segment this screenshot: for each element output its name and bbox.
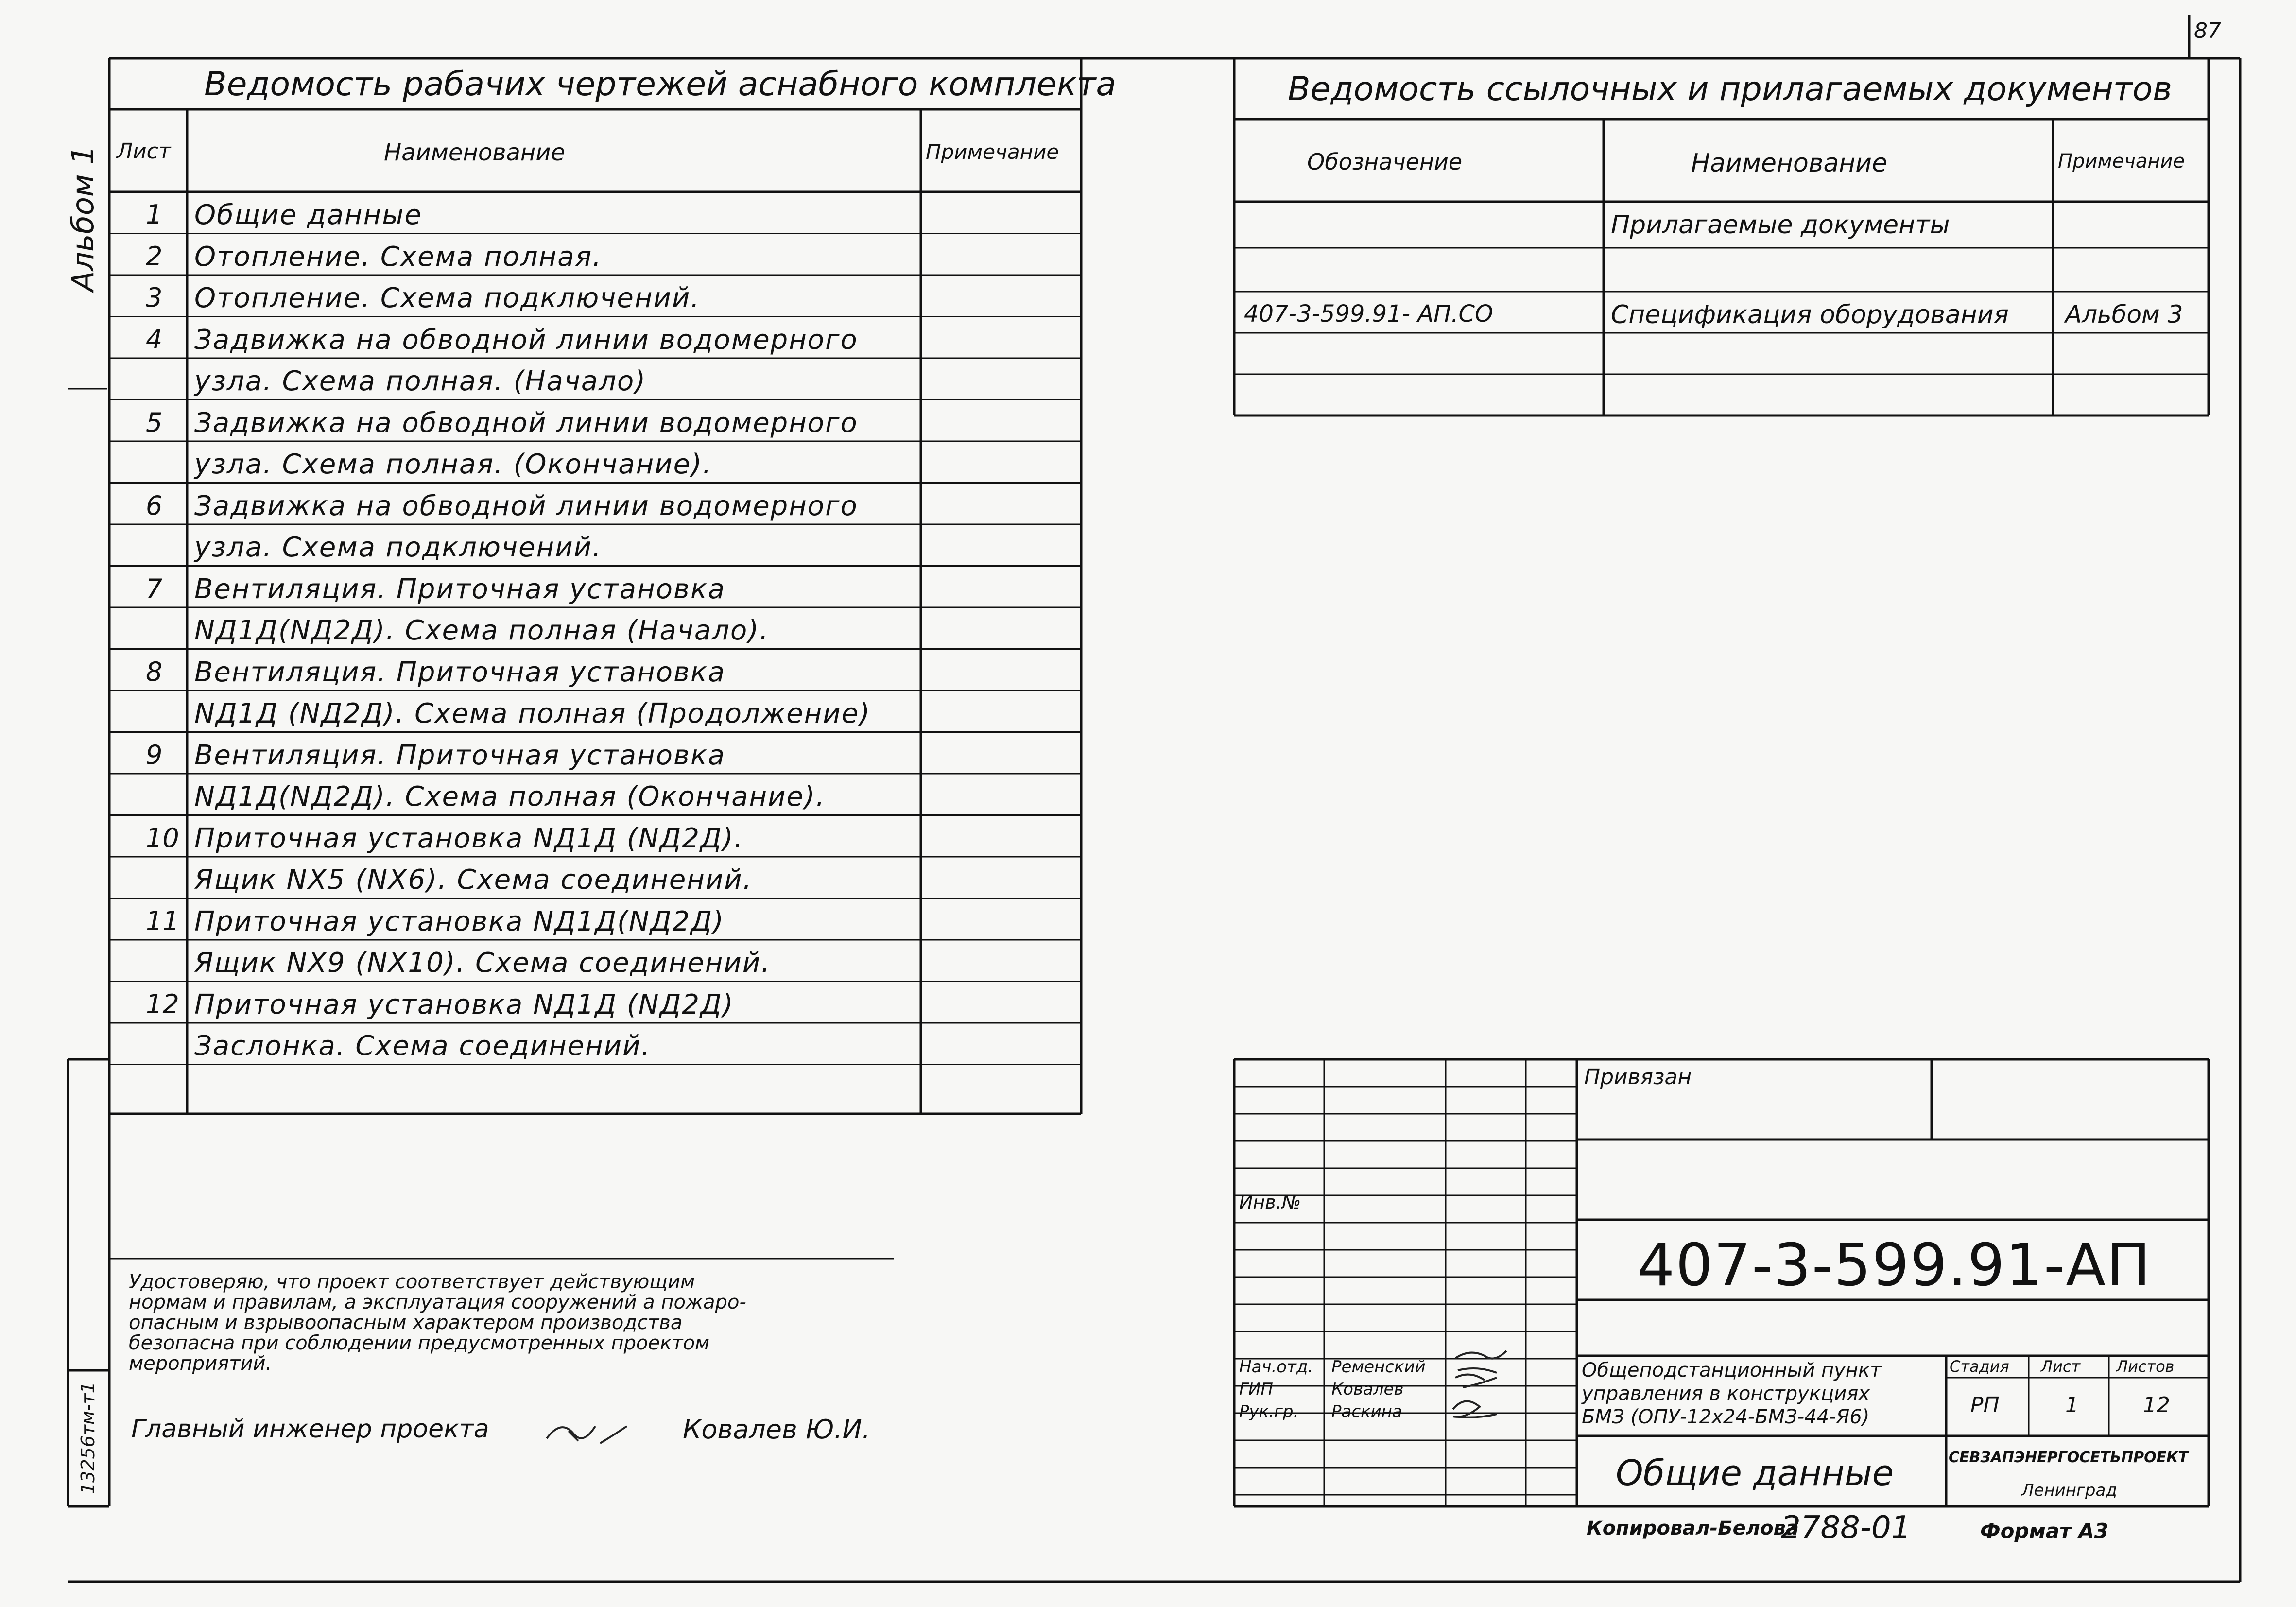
certification-line: Удостоверяю, что проект соответствует действующим [129, 1271, 695, 1293]
signatory-role: Нач.отд. [1239, 1357, 1313, 1377]
sheet-number: 8 [146, 656, 163, 687]
project-name-line: Общеподстанционный пункт [1582, 1359, 1882, 1382]
sheet-name: Отопление. Схема подключений. [194, 282, 701, 314]
left-header-note: Примечание [926, 140, 1059, 164]
certification-line: безопасна при соблюдении предусмотренных проектом [129, 1332, 710, 1354]
ref-doc-name: Прилагаемые документы [1611, 210, 1950, 240]
inv-no-label: Инв.№ [1239, 1192, 1301, 1213]
stamp-code: 13256тм-т1 [77, 1382, 99, 1494]
sheet-name: узла. Схема полная. (Окончание). [194, 449, 712, 480]
copied-by: Копировал-Белова [1587, 1517, 1799, 1539]
sheet-number: 5 [146, 407, 163, 438]
sheet-number: 6 [146, 490, 163, 521]
signatory-role: Рук.гр. [1239, 1402, 1299, 1421]
right-header-name: Наименование [1691, 149, 1888, 178]
project-name-line: БМЗ (ОПУ-12х24-БМЗ-44-Я6) [1582, 1406, 1870, 1428]
ref-doc-note: Альбом 3 [2065, 300, 2183, 328]
sheet-number: 1 [146, 199, 163, 230]
certification-line: мероприятий. [129, 1352, 272, 1375]
right-header-note: Примечание [2058, 150, 2185, 173]
sheets-value: 12 [2143, 1393, 2170, 1417]
sheet-name: Приточная установка NД1Д(NД2Д) [194, 905, 725, 937]
album-label: Альбом 1 [65, 145, 101, 292]
privyazan-label: Привязан [1584, 1065, 1692, 1089]
signer-name: Ковалев Ю.И. [683, 1414, 871, 1445]
certification-line: нормам и правилам, а эксплуатация сооружений a пожаро- [129, 1291, 746, 1313]
signatory-role: ГИП [1239, 1380, 1273, 1399]
sheet-name: NД1Д(NД2Д). Схема полная (Окончание). [194, 781, 826, 812]
certification-line: опасным и взрывоопасным характером производства [129, 1312, 683, 1334]
stage-label: Стадия [1950, 1357, 2009, 1376]
sheet-name: Приточная установка NД1Д (NД2Д). [194, 822, 744, 854]
ref-doc-designation: 407-3-599.91- АП.СО [1244, 300, 1493, 328]
sheet-name: NД1Д (NД2Д). Схема полная (Продолжение) [194, 698, 871, 729]
sheet-name: NД1Д(NД2Д). Схема полная (Начало). [194, 615, 769, 646]
sheet-name: Задвижка на обводной линии водомерного [194, 407, 858, 439]
organization: СЕВЗАПЭНЕРГОСЕТЬПРОЕКТ [1949, 1449, 2189, 1466]
signer-role: Главный инженер проекта [131, 1415, 489, 1444]
sheet-name: Заслонка. Схема соединений. [194, 1030, 651, 1062]
sheet-name: Вентиляция. Приточная установка [194, 739, 726, 771]
order-number: 2788-01 [1781, 1510, 1911, 1546]
left-header-name: Наименование [384, 139, 566, 166]
sheet-name: узла. Схема подключений. [194, 532, 602, 563]
sheets-label: Листов [2116, 1357, 2175, 1376]
stage-value: РП [1970, 1393, 2000, 1417]
document-designation: 407-3-599.91-АП [1638, 1232, 2152, 1299]
doc-title: Общие данные [1616, 1452, 1894, 1493]
sheet-number: 12 [146, 988, 179, 1019]
city: Ленинград [2021, 1481, 2117, 1500]
sheet-label: Лист [2041, 1357, 2081, 1376]
sheet-name: Задвижка на обводной линии водомерного [194, 324, 858, 356]
signatory-name: Раскина [1331, 1402, 1402, 1421]
left-table-title: Ведомость рабачих чертежей аснабного комплекта [204, 65, 1117, 104]
sheet-name: узла. Схема полная. (Начало) [194, 365, 647, 397]
sheet-number: 11 [146, 905, 179, 936]
sheet-number: 3 [146, 282, 163, 313]
page-number: 87 [2194, 18, 2221, 43]
left-header-sheet: Лист [117, 139, 171, 164]
sheet-name: Ящик NX9 (NX10). Схема соединений. [194, 947, 771, 979]
right-header-designation: Обозначение [1307, 149, 1463, 175]
sheet-name: Ящик NX5 (NX6). Схема соединений. [194, 864, 753, 896]
ref-doc-name: Спецификация оборудования [1611, 300, 2009, 329]
sheet-number: 2 [146, 241, 163, 272]
sheet-name: Отопление. Схема полная. [194, 241, 603, 273]
project-name-line: управления в конструкциях [1582, 1382, 1870, 1405]
sheet-name: Вентиляция. Приточная установка [194, 656, 726, 688]
right-table-title: Ведомость ссылочных и прилагаемых документов [1288, 70, 2173, 108]
signatory-name: Ковалев [1331, 1380, 1404, 1399]
sheet-number: 7 [146, 573, 163, 604]
sheet-number: 10 [146, 822, 179, 853]
format-label: Формат А3 [1980, 1519, 2108, 1543]
sheet-name: Приточная установка NД1Д (NД2Д) [194, 988, 734, 1020]
sheet-value: 1 [2065, 1393, 2079, 1417]
signatory-name: Ременский [1331, 1357, 1426, 1377]
sheet-number: 9 [146, 739, 163, 770]
sheet-name: Вентиляция. Приточная установка [194, 573, 726, 605]
sheet-name: Общие данные [194, 199, 422, 231]
sheet-name: Задвижка на обводной линии водомерного [194, 490, 858, 522]
sheet-number: 4 [146, 324, 163, 355]
